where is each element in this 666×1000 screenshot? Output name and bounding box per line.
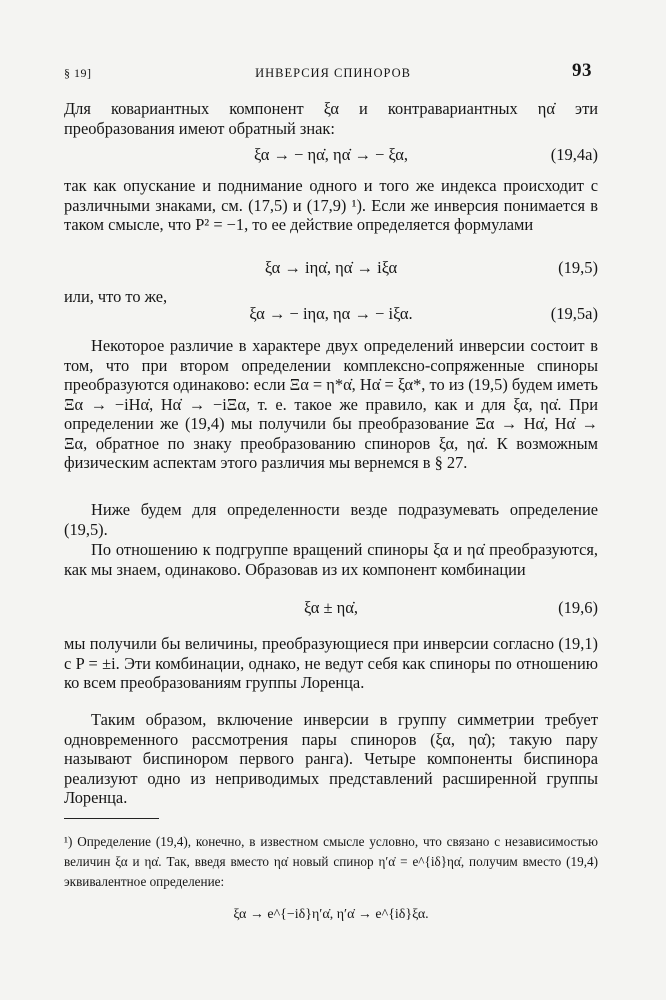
paragraph-6: По отношению к подгруппе вращений спиноры ξα и ηα̇ преобразуются, как мы знаем, одинаково. Образовав из их компонент комбинации (64, 540, 598, 579)
paragraph-8: Таким образом, включение инверсии в группу симметрии требует одновременного рассмотрения пары спиноров (ξα, ηα̇); такую пару называют биспинором первого ранга). Четыре компоненты биспинора реализуют одно из неприводимых представлений расширенной группы Лоренца. (64, 710, 598, 807)
equation-number: (19,5) (558, 258, 598, 277)
equation-19-5a (64, 304, 598, 326)
footnote-rule (64, 818, 159, 819)
page-number: 93 (572, 60, 592, 81)
equation-formula: ξα ± ηα̇, (303, 598, 359, 617)
footnote: ¹) Определение (19,4), конечно, в известном смысле условно, что связано с независимостью величин ξα и ηα̇. Так, введя вместо ηα̇ новый спинор η′α̇ = e^{iδ}ηα̇, получим вместо (19,4) эквивалентное определение: (64, 834, 598, 889)
equation-19-6 (64, 598, 598, 620)
equation-formula: ξα → iηα̇, ηα̇ → iξα (264, 258, 398, 277)
paragraph-5: Ниже будем для определенности везде подразумевать определение (19,5). (64, 500, 598, 539)
running-head-section: § 19] (64, 66, 92, 80)
running-head-title: ИНВЕРСИЯ СПИНОРОВ (255, 66, 411, 80)
equation-formula: ξα → − iηα, ηα → − iξα. (249, 304, 413, 323)
equation-number: (19,6) (558, 598, 598, 617)
paragraph-4: Некоторое различие в характере двух определений инверсии состоит в том, что при втором определении комплексно-сопряженные спиноры преобразуются одинаково: если Ξα = η*α̇, Hα̇ = ξα*, то из (19,5) будем иметь Ξα → −iHα̇, Hα̇ → −iΞα, т. е. такое же правило, как и для ξα, ηα̇. При определении же (19,4) мы получили бы преобразование Ξα → Hα̇, Hα̇ → Ξα, обратное по знаку преобразованию спиноров ξα, ηα̇. К возможным физическим аспектам этого различия мы вернемся в § 27. (64, 336, 598, 472)
equation-formula: ξα → − ηα̇, ηα̇ → − ξα, (253, 145, 409, 164)
equation-19-5 (64, 258, 598, 280)
paragraph-1: Для ковариантных компонент ξα и контравариантных ηα̇ эти преобразования имеют обратный знак: (64, 99, 598, 138)
equation-number: (19,4a) (550, 145, 598, 164)
equation-number: (19,5a) (550, 304, 598, 323)
equation-19-4a (64, 145, 598, 167)
paragraph-3: или, что то же, (64, 287, 168, 306)
paragraph-2: так как опускание и поднимание одного и того же индекса происходит с различными знаками, см. (17,5) и (17,9) ¹). Если же инверсия понимается в таком смысле, что P² = −1, то ее действие определяется формулами (64, 176, 598, 234)
footnote-equation: ξα → e^{−iδ}η′α̇, η′α̇ → e^{iδ}ξα. (233, 907, 429, 922)
paragraph-7: мы получили бы величины, преобразующиеся при инверсии согласно (19,1) с P = ±i. Эти комбинации, однако, не ведут себя как спиноры по отношению ко всем преобразованиям группы Лоренца. (64, 634, 598, 692)
